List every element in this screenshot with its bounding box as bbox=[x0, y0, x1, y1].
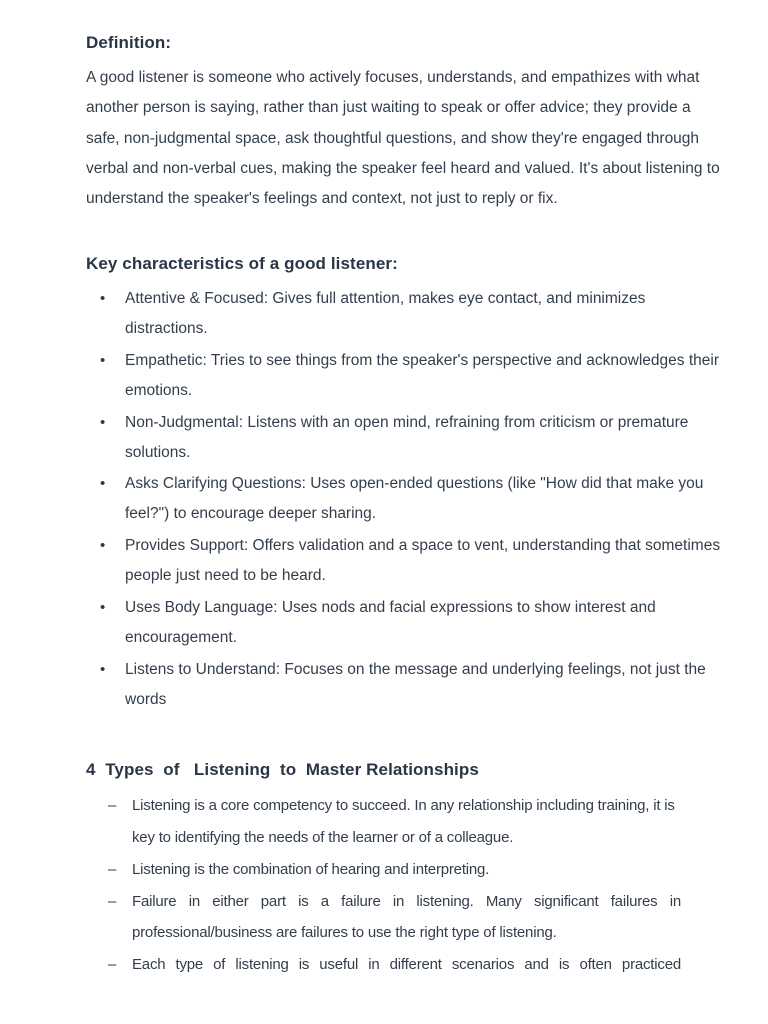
list-item-text: Listening is a core competency to succeed. In any relationship including training, it is key to identifying the needs of the learner or of a colleague. bbox=[132, 797, 675, 846]
dash-icon: – bbox=[108, 860, 117, 878]
types-list bbox=[0, 790, 768, 981]
list-item bbox=[0, 284, 725, 344]
list-item bbox=[0, 790, 681, 853]
list-item-text: Empathetic: Tries to see things from the speaker's perspective and acknowledges their emotions. bbox=[125, 351, 719, 399]
bullet-icon: • bbox=[100, 351, 106, 369]
definition-heading: Definition: bbox=[86, 33, 172, 52]
definition-paragraph: A good listener is someone who actively focuses, understands, and empathizes with what another person is saying, rather than just waiting to speak or offer advice; they provide a safe, non-judgmental space, ask thoughtful questions, and show they're engaged through verbal and non-verbal cues, making the speaker feel heard and valued. It's about listening to understand the speaker's feelings and context, not just to reply or fix. bbox=[86, 69, 720, 208]
list-item bbox=[0, 949, 681, 981]
list-item-text: Each type of listening is useful in different scenarios and is often practiced bbox=[132, 956, 681, 973]
bullet-icon: • bbox=[100, 598, 106, 616]
list-item-text: Provides Support: Offers validation and a space to vent, understanding that sometimes people just need to be heard. bbox=[125, 537, 721, 585]
bullet-icon: • bbox=[100, 413, 106, 431]
bullet-icon: • bbox=[100, 475, 106, 493]
characteristics-list bbox=[0, 284, 768, 717]
list-item bbox=[0, 593, 725, 653]
types-heading: 4 Types of Listening to Master Relationships bbox=[86, 760, 479, 779]
list-item bbox=[0, 346, 725, 406]
list-item-text: Listens to Understand: Focuses on the message and underlying feelings, not just the words bbox=[125, 660, 706, 708]
list-item-text: Attentive & Focused: Gives full attention, makes eye contact, and minimizes distractions. bbox=[125, 290, 646, 337]
list-item bbox=[0, 469, 725, 529]
list-item-text: Non-Judgmental: Listens with an open mind, refraining from criticism or premature solutions. bbox=[125, 413, 689, 461]
list-item-text: Uses Body Language: Uses nods and facial expressions to show interest and encouragement. bbox=[125, 598, 656, 646]
bullet-icon: • bbox=[100, 537, 106, 555]
characteristics-heading: Key characteristics of a good listener: bbox=[86, 254, 398, 273]
list-item bbox=[0, 655, 725, 715]
list-item-text: Asks Clarifying Questions: Uses open-ended questions (like "How did that make you feel?") to encourage deeper sharing. bbox=[125, 475, 704, 523]
list-item bbox=[0, 886, 681, 949]
bullet-icon: • bbox=[100, 290, 106, 307]
list-item bbox=[0, 854, 681, 886]
list-item bbox=[0, 531, 725, 591]
list-item-text: Listening is the combination of hearing and interpreting. bbox=[132, 860, 490, 878]
dash-icon: – bbox=[108, 892, 117, 910]
dash-icon: – bbox=[108, 797, 117, 814]
bullet-icon: • bbox=[100, 660, 106, 678]
dash-icon: – bbox=[108, 956, 117, 973]
list-item-text: Failure in either part is a failure in listening. Many significant failures in professional/business are failures to use the right type of listening. bbox=[132, 892, 681, 941]
list-item bbox=[0, 408, 725, 468]
